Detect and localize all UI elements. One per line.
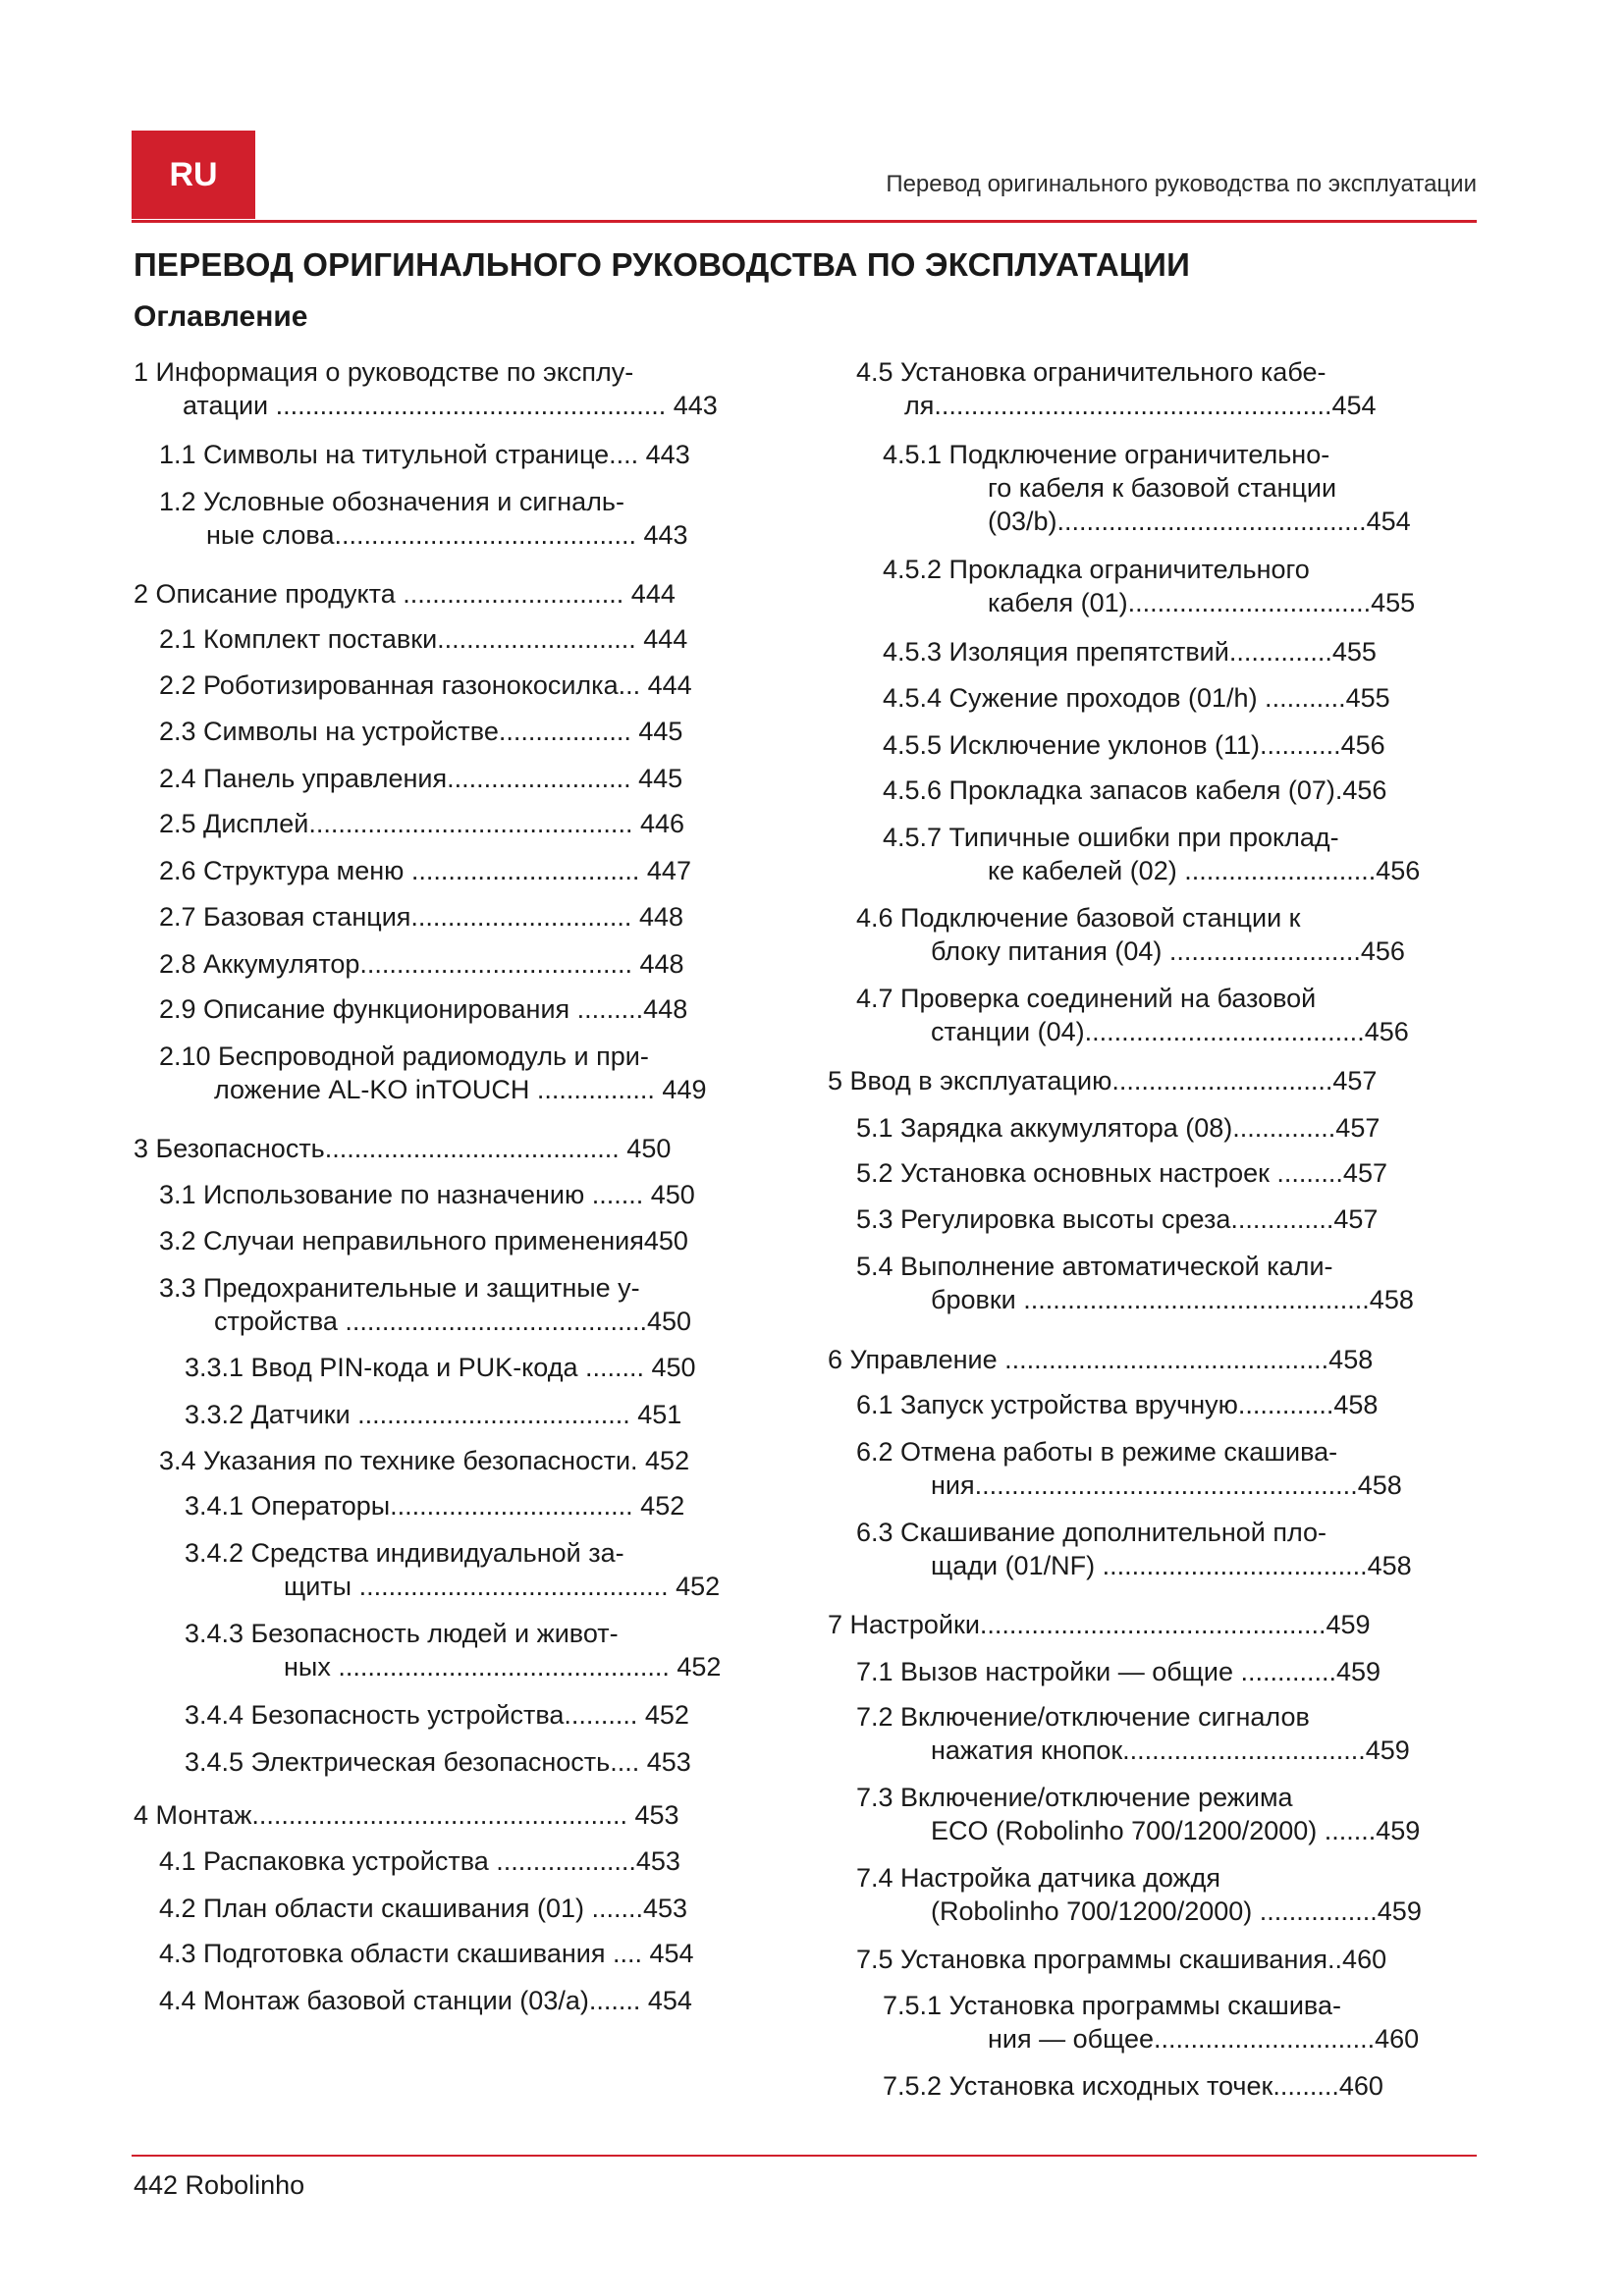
toc-entry-line: 4 Монтаж................................................... 453	[134, 1800, 679, 1830]
toc-entry[interactable]	[856, 1111, 1380, 1145]
toc-entry[interactable]	[159, 992, 687, 1026]
toc-entry-line: ECO (Robolinho 700/1200/2000) .......459	[931, 1816, 1421, 1845]
toc-entry-line: 7.5.1 Установка программы скашива-	[883, 1991, 1341, 2020]
toc-entry-line: 4.2 План области скашивания (01) .......453	[159, 1894, 688, 1923]
toc-entry-line: 4.1 Распаковка устройства ...................453	[159, 1846, 680, 1876]
toc-entry-line: (Robolinho 700/1200/2000) ................459	[931, 1896, 1422, 1926]
toc-entry[interactable]	[856, 1943, 1386, 1976]
toc-entry[interactable]	[856, 901, 1405, 968]
toc-entry-line: 4.6 Подключение базовой станции к	[856, 903, 1301, 933]
toc-entry[interactable]	[856, 1435, 1402, 1502]
toc-entry-line: 7.5.2 Установка исходных точек.........460	[883, 2071, 1383, 2101]
toc-entry-line: 6 Управление ............................................458	[828, 1345, 1374, 1374]
toc-entry-line: 6.2 Отмена работы в режиме скашива-	[856, 1437, 1338, 1467]
toc-entry-line: 4.5.4 Сужение проходов (01/h) ...........455	[883, 683, 1390, 713]
toc-entry[interactable]	[159, 900, 683, 934]
toc-entry-line: 2.8 Аккумулятор..................................... 448	[159, 949, 684, 979]
toc-entry-line: 4.7 Проверка соединений на базовой	[856, 984, 1317, 1013]
toc-entry[interactable]	[159, 668, 692, 702]
toc-entry-line: 2.1 Комплект поставки........................... 444	[159, 624, 688, 654]
toc-entry[interactable]	[159, 485, 688, 552]
toc-entry-line: 7 Настройки...............................................459	[828, 1610, 1371, 1639]
toc-entry-line: 3.3.1 Ввод PIN-кода и PUK-кода ........ 450	[185, 1353, 696, 1382]
toc-entry-line: 4.5.5 Исключение уклонов (11)...........456	[883, 730, 1385, 760]
toc-entry[interactable]	[185, 1489, 684, 1522]
toc-entry[interactable]	[134, 355, 718, 422]
toc-entry-line: 5.3 Регулировка высоты среза..............457	[856, 1204, 1379, 1234]
toc-entry-line: 4.4 Монтаж базовой станции (03/a)....... 454	[159, 1986, 692, 2015]
toc-entry-line: 6.1 Запуск устройства вручную.............458	[856, 1390, 1379, 1419]
toc-entry[interactable]	[185, 1745, 691, 1779]
document-title: ПЕРЕВОД ОРИГИНАЛЬНОГО РУКОВОДСТВА ПО ЭКСПЛУАТАЦИИ	[134, 246, 1190, 283]
toc-entry[interactable]	[883, 728, 1385, 762]
toc-entry-line: щиты .......................................... 452	[284, 1572, 721, 1601]
toc-entry-line: 5.2 Установка основных настроек .........457	[856, 1158, 1387, 1188]
toc-entry-line: блоку питания (04) ..........................456	[931, 936, 1405, 966]
toc-entry[interactable]	[856, 1861, 1422, 1928]
toc-entry-line: 3 Безопасность........................................ 450	[134, 1134, 672, 1163]
toc-entry[interactable]	[883, 2069, 1383, 2103]
toc-entry-line: 3.4.4 Безопасность устройства.......... 452	[185, 1700, 689, 1730]
toc-entry-line: 4.5.3 Изоляция препятствий..............455	[883, 637, 1377, 667]
toc-entry[interactable]	[856, 1516, 1412, 1582]
toc-entry[interactable]	[828, 1343, 1373, 1376]
toc-entry[interactable]	[856, 1388, 1378, 1421]
toc-entry[interactable]	[159, 947, 684, 981]
toc-entry[interactable]	[185, 1351, 696, 1384]
toc-entry-line: стройства .........................................450	[214, 1307, 692, 1336]
toc-entry[interactable]	[828, 1064, 1377, 1097]
toc-entry[interactable]	[828, 1608, 1371, 1641]
toc-entry-line: ния....................................................458	[931, 1470, 1402, 1500]
toc-entry[interactable]	[159, 715, 682, 748]
toc-entry-line: 1.1 Символы на титульной странице.... 443	[159, 440, 690, 469]
page-footer: 442 Robolinho	[134, 2170, 305, 2200]
toc-entry[interactable]	[185, 1698, 689, 1732]
toc-entry-line: 2.6 Структура меню ............................... 447	[159, 856, 691, 885]
toc-entry-line: 3.4.5 Электрическая безопасность.... 453	[185, 1747, 691, 1777]
toc-entry-line: 7.2 Включение/отключение сигналов	[856, 1702, 1310, 1732]
toc-entry-line: 3.4.3 Безопасность людей и живот-	[185, 1619, 619, 1648]
toc-entry[interactable]	[856, 1250, 1414, 1316]
toc-entry[interactable]	[159, 1224, 688, 1257]
toc-entry-line: ные слова......................................... 443	[206, 520, 688, 550]
toc-entry-line: 4.5.1 Подключение ограничительно-	[883, 440, 1330, 469]
toc-entry-line: щади (01/NF) ....................................458	[931, 1551, 1412, 1580]
toc-entry-line: 4.5.2 Прокладка ограничительного	[883, 555, 1310, 584]
toc-entry[interactable]	[159, 1937, 694, 1970]
toc-entry-line: 2.3 Символы на устройстве.................. 445	[159, 717, 683, 746]
toc-entry[interactable]	[134, 577, 676, 611]
toc-entry[interactable]	[856, 1781, 1420, 1847]
toc-entry-line: 2.9 Описание функционирования .........448	[159, 994, 688, 1024]
toc-entry-line: 2.5 Дисплей............................................ 446	[159, 809, 684, 838]
toc-entry-line: 2.7 Базовая станция.............................. 448	[159, 902, 683, 932]
toc-entry[interactable]	[883, 1989, 1419, 2056]
toc-entry-line: ля......................................................454	[904, 391, 1377, 420]
toc-entry-line: 5.1 Зарядка аккумулятора (08)..............457	[856, 1113, 1380, 1143]
toc-entry-line: 3.3 Предохранительные и защитные у-	[159, 1273, 640, 1303]
toc-entry-line: бровки ...............................................458	[931, 1285, 1414, 1314]
toc-entry[interactable]	[856, 982, 1409, 1048]
language-badge: RU	[132, 131, 255, 219]
toc-entry[interactable]	[856, 1655, 1380, 1688]
toc-entry[interactable]	[159, 1984, 692, 2017]
toc-heading: Оглавление	[134, 300, 308, 333]
toc-entry[interactable]	[159, 807, 684, 840]
toc-entry-line: 2.10 Беспроводной радиомодуль и при-	[159, 1041, 649, 1071]
toc-entry[interactable]	[185, 1536, 720, 1603]
toc-entry[interactable]	[883, 681, 1390, 715]
toc-entry-line: ных ............................................. 452	[284, 1652, 722, 1682]
toc-entry-line: 7.4 Настройка датчика дождя	[856, 1863, 1220, 1893]
toc-entry[interactable]	[159, 438, 690, 471]
toc-entry-line: го кабеля к базовой станции	[988, 473, 1337, 503]
toc-entry[interactable]	[159, 1271, 691, 1338]
toc-entry[interactable]	[159, 762, 682, 795]
toc-entry-line: ложение AL-KO inTOUCH ................ 449	[214, 1075, 707, 1104]
toc-entry[interactable]	[883, 635, 1377, 668]
toc-entry[interactable]	[856, 355, 1377, 422]
toc-entry-line: 3.1 Использование по назначению ....... 450	[159, 1180, 695, 1209]
toc-entry-line: ния — общее..............................460	[988, 2024, 1420, 2054]
toc-entry-line: станции (04)......................................456	[931, 1017, 1409, 1046]
toc-entry-line: 4.3 Подготовка области скашивания .... 454	[159, 1939, 694, 1968]
toc-entry-line: 1 Информация о руководстве по эксплу-	[134, 357, 634, 387]
toc-entry-line: 3.4 Указания по технике безопасности. 452	[159, 1446, 690, 1475]
toc-entry[interactable]	[159, 1178, 695, 1211]
toc-entry[interactable]	[856, 1156, 1387, 1190]
toc-entry-line: 3.4.1 Операторы................................. 452	[185, 1491, 685, 1521]
toc-entry-line: 2.4 Панель управления......................... 445	[159, 764, 683, 793]
toc-entry[interactable]	[159, 1040, 706, 1106]
toc-entry-line: 7.1 Вызов настройки — общие .............459	[856, 1657, 1381, 1686]
toc-entry[interactable]	[159, 1444, 689, 1477]
toc-entry-line: нажатия кнопок.................................459	[931, 1735, 1410, 1765]
toc-entry[interactable]	[185, 1617, 721, 1683]
toc-entry-line: 2.2 Роботизированная газонокосилка... 444	[159, 670, 692, 700]
toc-entry-line: 3.3.2 Датчики ..................................... 451	[185, 1400, 682, 1429]
toc-entry-line: ке кабелей (02) ..........................456	[988, 856, 1421, 885]
toc-entry-line: (03/b)..........................................454	[988, 507, 1411, 536]
toc-entry[interactable]	[159, 1844, 680, 1878]
toc-entry[interactable]	[856, 1700, 1410, 1767]
toc-entry-line: 6.3 Скашивание дополнительной пло-	[856, 1518, 1327, 1547]
toc-entry-line: 3.2 Случаи неправильного применения450	[159, 1226, 688, 1255]
toc-entry-line: 4.5.6 Прокладка запасов кабеля (07).456	[883, 775, 1387, 805]
toc-entry-line: 5 Ввод в эксплуатацию..............................457	[828, 1066, 1378, 1095]
toc-entry[interactable]	[134, 1798, 679, 1832]
toc-entry-line: 1.2 Условные обозначения и сигналь-	[159, 487, 624, 516]
toc-entry-line: 3.4.2 Средства индивидуальной за-	[185, 1538, 624, 1568]
toc-entry[interactable]	[883, 821, 1420, 887]
toc-entry[interactable]	[159, 1892, 687, 1925]
toc-entry-line: 7.5 Установка программы скашивания..460	[856, 1945, 1387, 1974]
running-header-title: Перевод оригинального руководства по эксплуатации	[886, 171, 1477, 197]
toc-entry-line: атации ..................................................... 443	[183, 391, 718, 420]
toc-entry-line: 4.5.7 Типичные ошибки при проклад-	[883, 823, 1339, 852]
toc-entry[interactable]	[883, 774, 1386, 807]
toc-entry-line: 5.4 Выполнение автоматической кали-	[856, 1252, 1333, 1281]
toc-entry[interactable]	[883, 438, 1411, 538]
toc-entry[interactable]	[185, 1398, 681, 1431]
toc-entry[interactable]	[134, 1132, 671, 1165]
toc-entry-line: 2 Описание продукта .............................. 444	[134, 579, 676, 609]
toc-entry-line: кабеля (01).................................455	[988, 588, 1416, 617]
header-divider	[132, 220, 1477, 223]
toc-entry[interactable]	[159, 854, 691, 887]
footer-divider	[132, 2155, 1477, 2157]
toc-entry[interactable]	[856, 1202, 1378, 1236]
toc-entry-line: 7.3 Включение/отключение режима	[856, 1783, 1293, 1812]
toc-entry-line: 4.5 Установка ограничительного кабе-	[856, 357, 1326, 387]
toc-entry[interactable]	[883, 553, 1415, 619]
toc-entry[interactable]	[159, 622, 687, 656]
